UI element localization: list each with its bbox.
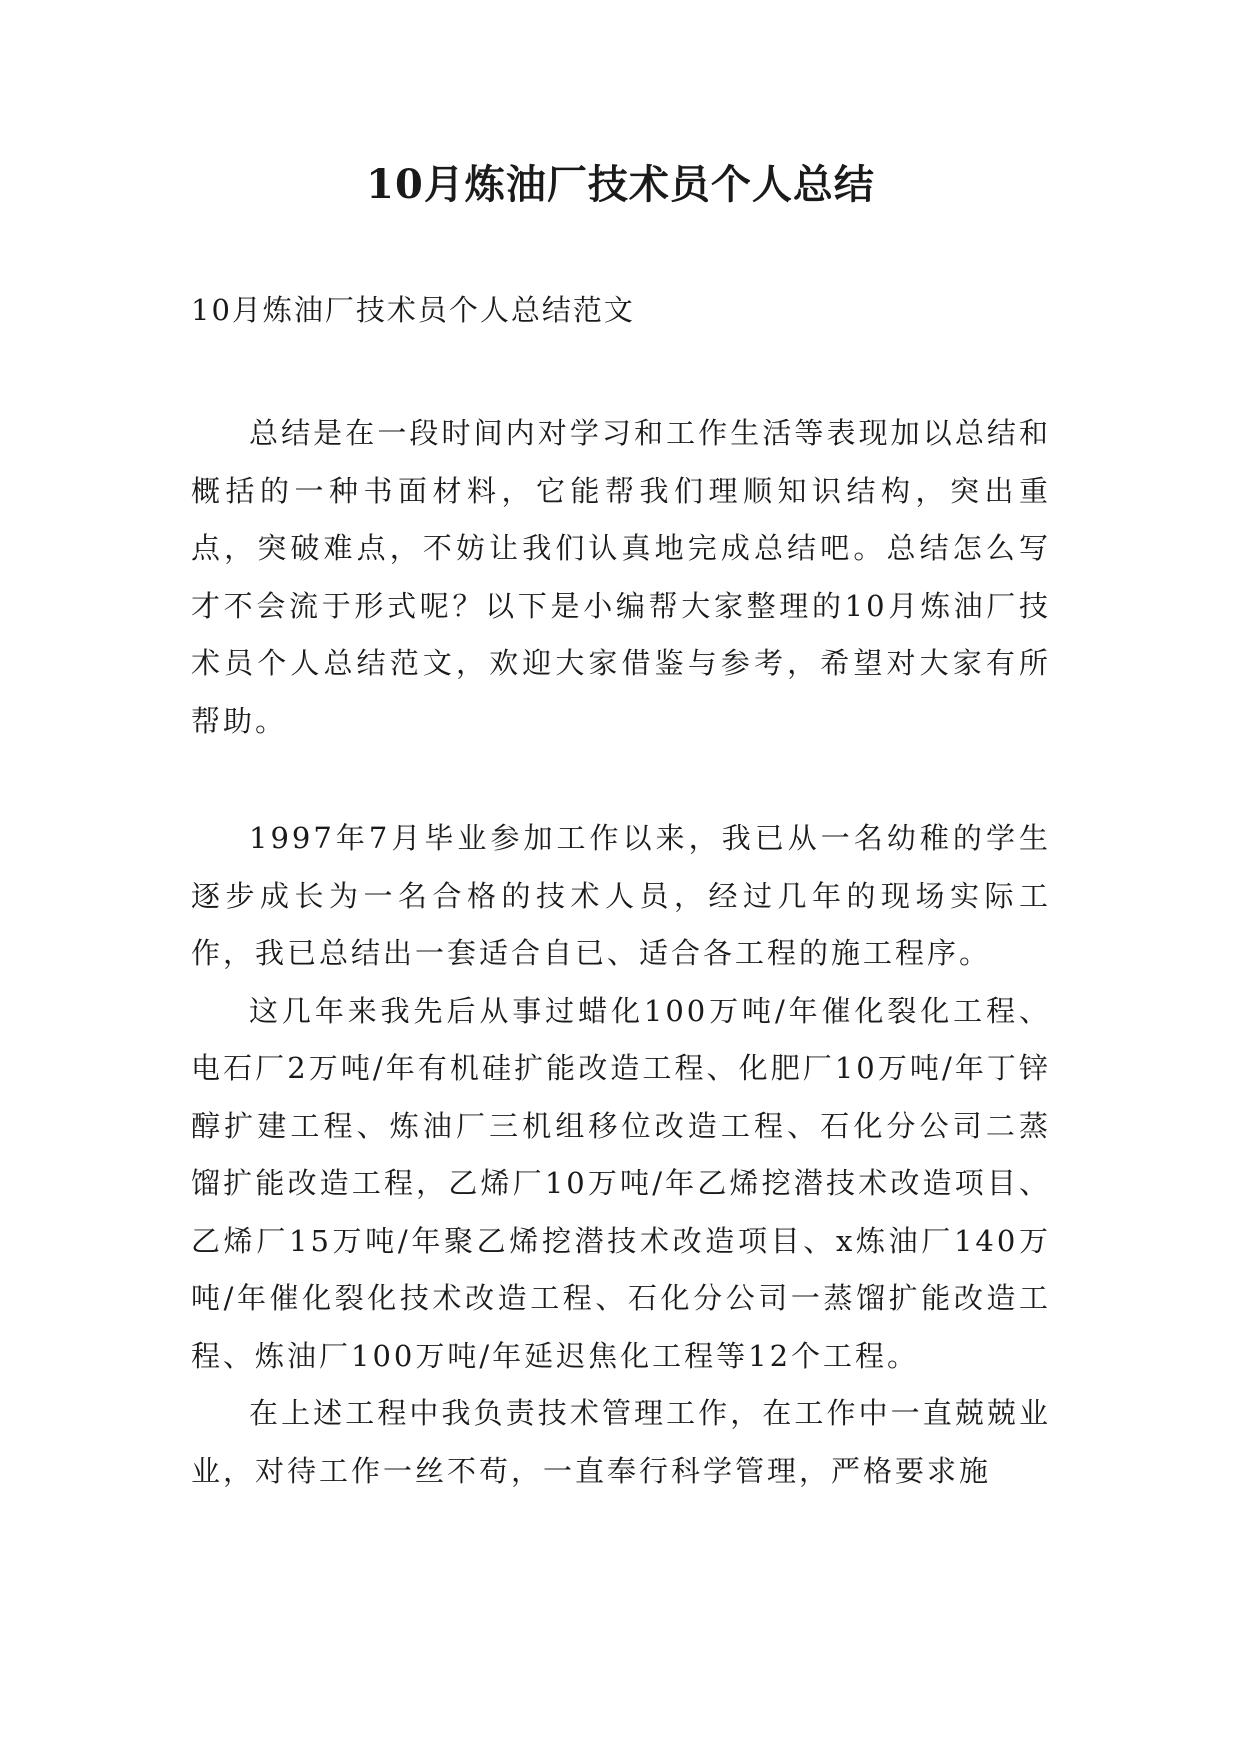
intro-paragraph: 总结是在一段时间内对学习和工作生活等表现加以总结和概括的一种书面材料，它能帮我们理顺知识结构，突出重点，突破难点，不妨让我们认真地完成总结吧。总结怎么写才不会流于形式呢？以下是小编帮大家整理的10月炼油厂技术员个人总结范文，欢迎大家借鉴与参考，希望对大家有所帮助。 — [191, 416, 1051, 738]
body-paragraph-1: 1997年7月毕业参加工作以来，我已从一名幼稚的学生逐步成长为一名合格的技术人员，经过几年的现场实际工作，我已总结出一套适合自已、适合各工程的施工程序。 — [191, 821, 1051, 970]
intro-section — [191, 405, 1051, 750]
document-title: 10月炼油厂技术员个人总结 — [366, 161, 875, 208]
body-paragraph-2: 这几年来我先后从事过蜡化100万吨/年催化裂化工程、电石厂2万吨/年有机硅扩能改造工程、化肥厂10万吨/年丁锌醇扩建工程、炼油厂三机组移位改造工程、石化分公司二蒸馏扩能改造工程，乙烯厂10万吨/年乙烯挖潜技术改造项目、乙烯厂15万吨/年聚乙烯挖潜技术改造项目、x炼油厂140万吨/年催化裂化技术改造工程、石化分公司一蒸馏扩能改造工程、炼油厂100万吨/年延迟焦化工程等12个工程。 — [191, 993, 1051, 1373]
document-subtitle: 10月炼油厂技术员个人总结范文 — [191, 293, 635, 327]
body-section — [191, 810, 1051, 1500]
body-paragraph-3: 在上述工程中我负责技术管理工作，在工作中一直兢兢业业，对待工作一丝不苟，一直奉行科学管理，严格要求施 — [191, 1396, 1051, 1488]
